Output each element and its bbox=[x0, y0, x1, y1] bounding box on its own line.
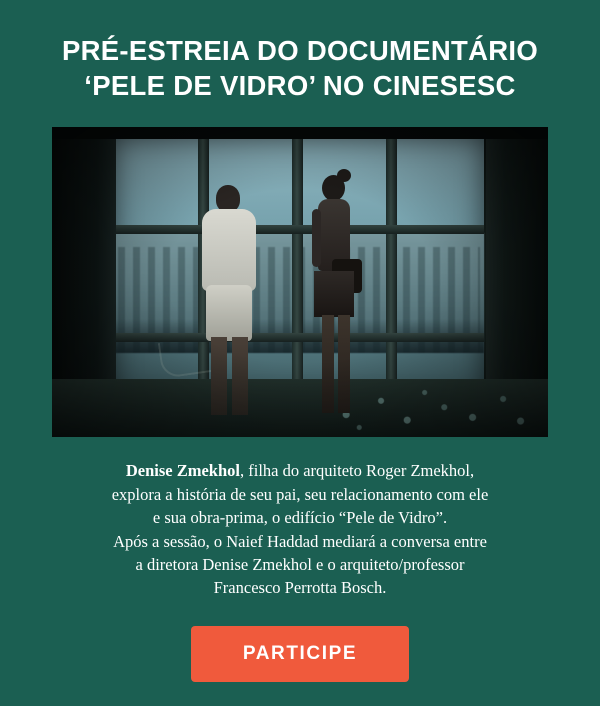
participate-button[interactable]: PARTICIPE bbox=[191, 626, 409, 682]
body-line-3: e sua obra-prima, o edifício “Pele de Vidro”. bbox=[152, 508, 448, 528]
body-line-2: explora a história de seu pai, seu relacionamento com ele bbox=[111, 484, 489, 504]
body-text bbox=[0, 437, 600, 600]
photo-floor bbox=[52, 379, 548, 437]
photo-window-mullion bbox=[114, 225, 484, 234]
body-line-6: Francesco Perrotta Bosch. bbox=[213, 578, 387, 598]
body-line-1: , filha do arquiteto Roger Zmekhol, bbox=[239, 461, 475, 481]
promo-photo bbox=[52, 127, 548, 437]
cta-container bbox=[0, 600, 600, 682]
photo-figure-woman bbox=[306, 175, 364, 415]
page-title: PRÉ-ESTREIA DO DOCUMENTÁRIO ‘PELE DE VIDRO’ NO CINESESC bbox=[61, 35, 539, 101]
body-line-4: Após a sessão, o Naief Haddad mediará a conversa entre bbox=[113, 531, 487, 551]
photo-ceiling bbox=[52, 127, 548, 139]
director-name: Denise Zmekhol bbox=[125, 461, 240, 481]
photo-window-mullion bbox=[292, 137, 303, 405]
photo-window-mullion bbox=[386, 137, 397, 405]
body-line-5: a diretora Denise Zmekhol e o arquiteto/professor bbox=[135, 554, 465, 574]
photo-figure-man bbox=[198, 185, 260, 415]
